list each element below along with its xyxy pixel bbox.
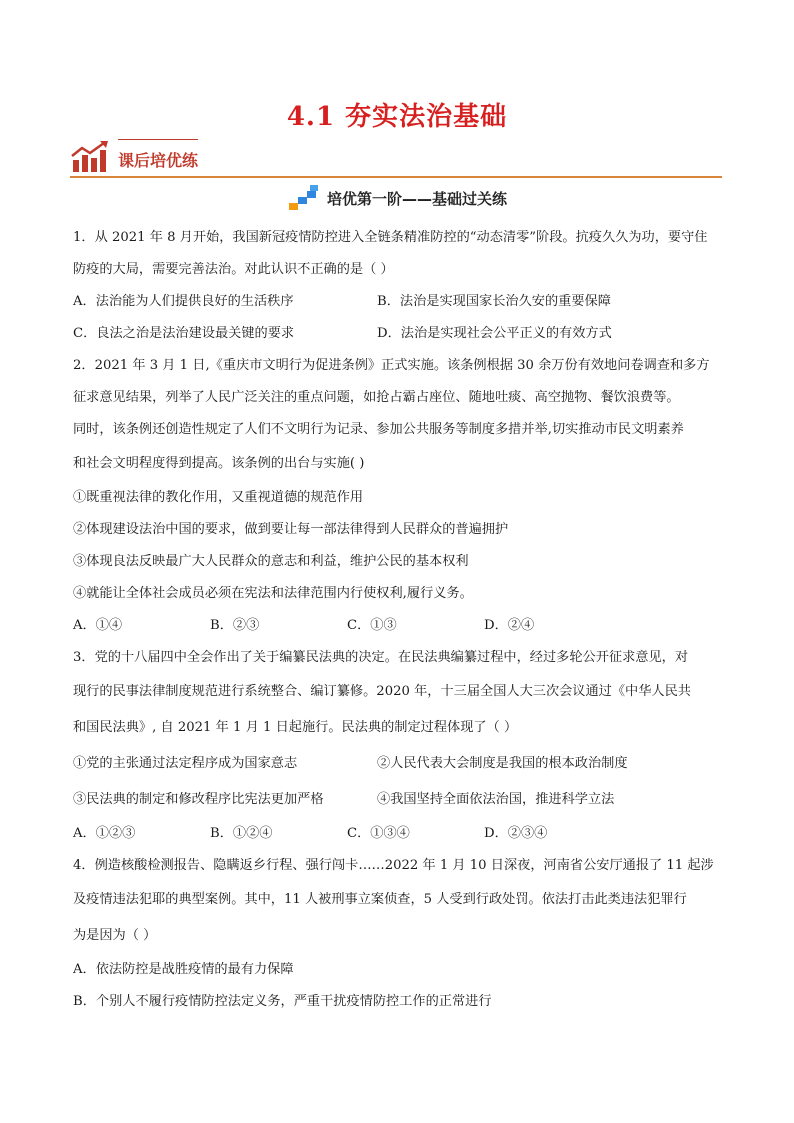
choice-a[interactable]: A．①②③ [73,826,136,841]
statement: ③体现良法反映最广大人民群众的意志和利益，维护公民的基本权利 [73,554,469,569]
question-2 [73,350,723,642]
question-stem-line: 4．例造核酸检测报告、隐瞒返乡行程、强行闯卡……2022 年 1 月 10 日深夜，河南省公安厅通报了 11 起涉 [73,858,714,873]
question-stem-line: 征求意见结果，列举了人民广泛关注的重点问题，如抢占霸占座位、随地吐痰、高空抛物、餐饮浪费等。 [73,390,680,405]
question-4 [73,850,723,1018]
choice-row [73,610,723,642]
question-stem-line: 1．从 2021 年 8 月开始，我国新冠疫情防控进入全链条精准防控的“动态清零”阶段。抗疫久久为功，要守住 [73,230,708,245]
question-stem-line: 为是因为（ ） [73,928,157,943]
choice-a[interactable]: A．①④ [73,618,123,633]
statement: ①既重视法律的教化作用，又重视道德的规范作用 [73,490,364,505]
choice-d[interactable]: D．②④ [484,618,535,633]
question-stem-line: 2．2021 年 3 月 1 日,《重庆市文明行为促进条例》正式实施。该条例根据 30 余万份有效地问卷调查和多方 [73,358,710,373]
question-1 [73,222,723,350]
question-stem-line: 同时，该条例还创造性规定了人们不文明行为记录、参加公共服务等制度多措并举,切实推动市民文明素养 [73,422,684,437]
option-b[interactable]: B．个别人不履行疫情防控法定义务，严重干扰疫情防控工作的正常进行 [73,994,492,1009]
question-stem-line: 和社会文明程度得到提高。该条例的出台与实施( ) [73,456,365,471]
question-stem-line: 现行的民事法律制度规范进行系统整合、编订纂修。2020 年，十三届全国人大三次会议通过《中华人民共 [73,684,691,699]
question-stem-line: 和国民法典》, 自 2021 年 1 月 1 日起施行。民法典的制定过程体现了（ ） [73,720,518,735]
growth-chart-icon [70,140,110,174]
statement: ④我国坚持全面依法治国，推进科学立法 [377,792,615,807]
statement: ③民法典的制定和修改程序比宪法更加严格 [73,792,324,807]
choice-row [73,818,723,850]
question-stem-line: 3．党的十八届四中全会作出了关于编纂民法典的决定。在民法典编纂过程中，经过多轮公开征求意见，对 [73,650,689,665]
choice-b[interactable]: B．①②④ [210,826,273,841]
section-label: 课后培优练 [118,151,199,170]
page-title: 4.1 夯实法治基础 [286,102,508,132]
choice-b[interactable]: B．②③ [210,618,260,633]
statement-row [73,782,723,818]
option-a[interactable]: A．依法防控是战胜疫情的最有力保障 [73,962,294,977]
option-row [73,318,723,350]
option-row [73,286,723,318]
question-3 [73,642,723,850]
statement-row [73,746,723,782]
subsection-label: 培优第一阶——基础过关练 [326,189,507,208]
statement: ④就能让全体社会成员必须在宪法和法律范围内行使权利,履行义务。 [73,586,473,601]
choice-d[interactable]: D．②③④ [484,826,548,841]
option-b[interactable]: B．法治是实现国家长治久安的重要保障 [377,294,611,309]
option-a[interactable]: A．法治能为人们提供良好的生活秩序 [73,294,294,309]
option-d[interactable]: D．法治是实现社会公平正义的有效方式 [377,326,612,341]
subsection-header [0,183,794,213]
choice-c[interactable]: C．①③ [347,618,397,633]
question-stem-line: 防疫的大局，需要完善法治。对此认识不正确的是（ ） [73,262,394,277]
steps-icon [287,184,319,212]
choice-c[interactable]: C．①③④ [347,826,410,841]
statement: ②体现建设法治中国的要求，做到要让每一部法律得到人民群众的普遍拥护 [73,522,509,537]
question-stem-line: 及疫情违法犯耶的典型案例。其中，11 人被刑事立案侦查，5 人受到行政处罚。依法打击此类违法犯罪行 [73,892,687,907]
question-list [73,222,723,1018]
statement: ②人民代表大会制度是我国的根本政治制度 [377,756,628,771]
section-header [70,140,722,178]
statement: ①党的主张通过法定程序成为国家意志 [73,756,298,771]
option-c[interactable]: C．良法之治是法治建设最关键的要求 [73,326,295,341]
